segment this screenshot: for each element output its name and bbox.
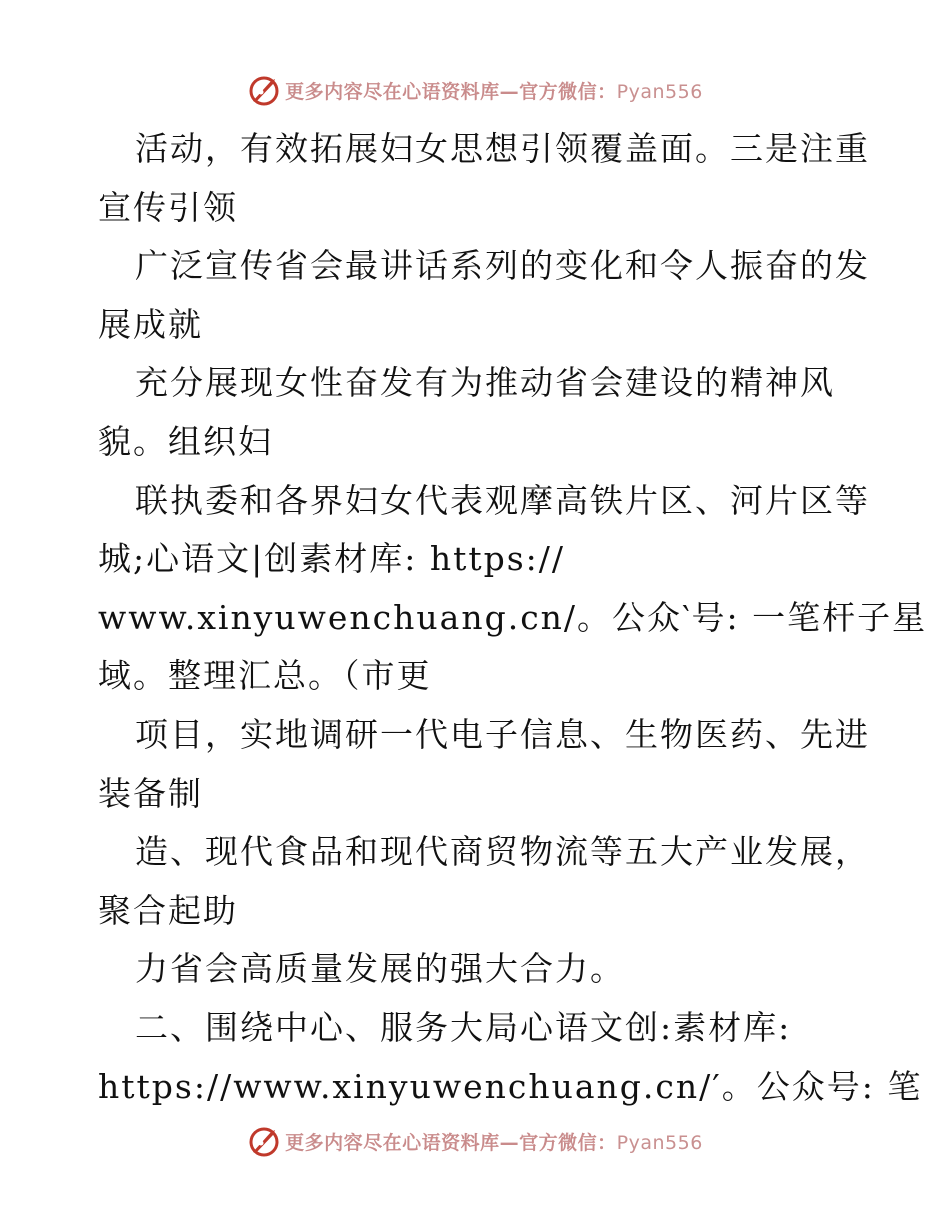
footer-banner-text: [285, 1128, 703, 1155]
text-line: 城;心语文|创素材库: https://: [98, 539, 566, 579]
header-wechat-id: Pyan556: [616, 80, 703, 103]
footer-banner-content: [247, 1124, 703, 1158]
quill-pen-seal-icon: [247, 73, 281, 107]
text-line: 宣传引领: [98, 187, 238, 227]
quill-pen-seal-icon: [247, 1124, 281, 1158]
header-banner-content: [247, 73, 703, 107]
footer-banner-label: 更多内容尽在心语资料库—官方微信：: [285, 1131, 617, 1154]
text-line: 联执委和各界妇女代表观摩高铁片区、河片区等: [135, 480, 870, 520]
text-line: 装备制: [98, 773, 203, 813]
footer-banner: [0, 1121, 950, 1161]
text-line: 域。整理汇总。（市更: [98, 656, 432, 696]
text-line: 展成就: [98, 304, 203, 344]
text-line: 充分展现女性奋发有为推动省会建设的精神风: [135, 363, 835, 403]
footer-wechat-id: Pyan556: [616, 1131, 703, 1154]
text-line: 力省会高质量发展的强大合力。: [135, 949, 625, 989]
text-line: 聚合起助: [98, 890, 238, 930]
header-banner-text: [285, 77, 703, 104]
document-body: [98, 120, 928, 1116]
text-line: 广泛宣传省会最讲话系列的变化和令人振奋的发: [135, 246, 870, 286]
header-banner: [0, 70, 950, 110]
text-line: 项目，实地调研一代电子信息、生物医药、先进: [135, 714, 870, 754]
text-line: 活动，有效拓展妇女思想引领覆盖面。三是注重: [135, 129, 870, 168]
text-line: www.xinyuwenchuang.cn/。公众‵号: 一笔杆子星: [98, 597, 928, 637]
text-line: 造、现代食品和现代商贸物流等五大产业发展，: [135, 832, 870, 872]
header-banner-label: 更多内容尽在心语资料库—官方微信：: [285, 80, 617, 103]
text-line: 貌。组织妇: [98, 421, 273, 461]
text-line: 二、围绕中心、服务大局心语文创:素材库:: [135, 1007, 792, 1047]
text-line: https://www.xinyuwenchuang.cn/′。公众号: 笔: [98, 1066, 923, 1106]
